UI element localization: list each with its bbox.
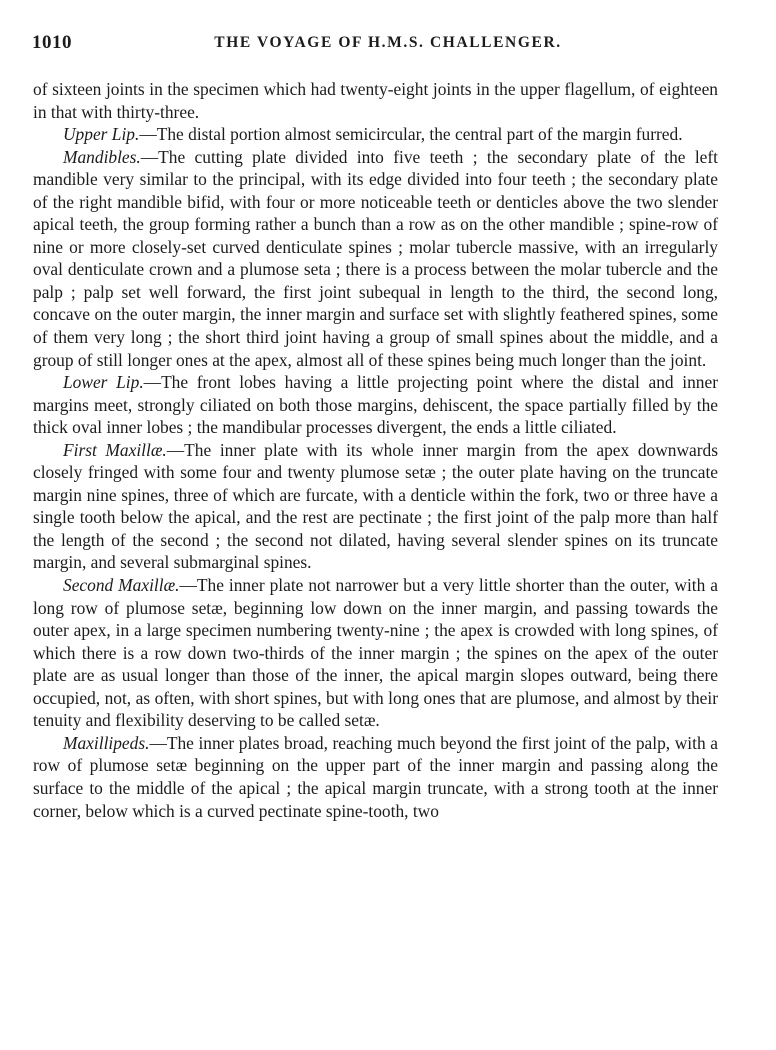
paragraph-upper-lip bbox=[33, 123, 718, 146]
paragraph-text: —The inner plates broad, reaching much beyond the first joint of the palp, with a row of plumose setæ beginning on the upper part of the inner margin and passing along the surface to the middle of the apical ; the apical margin truncate, with a strong tooth at the inner corner, below which is a curved pectinate spine-tooth, two bbox=[33, 732, 718, 821]
page-number: 1010 bbox=[32, 32, 72, 53]
paragraph-text: —The inner plate with its whole inner margin from the apex downwards closely fringed with some four and twenty plumose setæ ; the outer plate having on the truncate margin nine spines, three of which are furcate, with a denticle within the fork, two or three have a single tooth below the apical, and the rest are pectinate ; the first joint of the palp more than half the length of the second ; the second not dilated, having several slender spines on its truncate margin, and several submarginal spines. bbox=[33, 439, 718, 573]
paragraph-lower-lip bbox=[33, 371, 718, 439]
paragraph-text: —The inner plate not narrower but a very little shorter than the outer, with a long row of plumose setæ, beginning low down on the inner margin, and passing towards the outer apex, in a large specimen numbering twenty-nine ; the apex is crowded with long spines, of which there is a row down two-thirds of the inner margin ; the spines on the apex of the outer plate are as usual longer than those of the inner, the apical margin slopes outward, being there occupied, not, as often, with short spines, but with long ones that are plumose, and almost by their tenuity and flexibility deserving to be called setæ. bbox=[33, 575, 718, 731]
paragraph-text: —The front lobes having a little projecting point where the distal and inner margins meet, strongly ciliated on both those margins, dehiscent, the space partially filled by the thick oval inner lobes ; the mandibular processes divergent, the ends a little ciliated. bbox=[33, 372, 718, 438]
running-title: THE VOYAGE OF H.M.S. CHALLENGER. bbox=[214, 34, 562, 51]
section-heading: Second Maxillæ. bbox=[63, 575, 180, 596]
paragraph-first-maxillae bbox=[33, 439, 718, 574]
paragraph-second-maxillae bbox=[33, 574, 718, 732]
paragraph-text: —The cutting plate divided into five teeth ; the secondary plate of the left mandible very similar to the principal, with its edge divided into four teeth ; the secondary plate of the right mandible bifid, with four or more noticeable teeth or denticles above the two slender apical teeth, the group forming rather a bunch than a row as on the other mandible ; spine-row of nine or more closely-set curved denticulate spines ; molar tubercle massive, with an irregularly oval denticulate crown and a plumose seta ; there is a process between the molar tubercle and the palp ; palp set well forward, the first joint subequal in length to the third, the second long, concave on the outer margin, the inner margin and surface set with slightly feathered spines, some of them very long ; the short third joint having a group of small spines about the middle, and a group of still longer ones at the apex, almost all of these spines being much longer than the joint. bbox=[33, 146, 718, 370]
section-heading: First Maxillæ. bbox=[63, 439, 167, 460]
section-heading: Upper Lip. bbox=[63, 124, 140, 145]
paragraph-text: —The distal portion almost semicircular, the central part of the margin furred. bbox=[139, 124, 683, 145]
paragraph-mandibles bbox=[33, 146, 718, 371]
section-heading: Lower Lip. bbox=[63, 372, 144, 393]
paragraph-continuation bbox=[33, 78, 718, 123]
body-text bbox=[33, 78, 718, 822]
section-heading: Maxillipeds. bbox=[63, 732, 150, 753]
paragraph-maxillipeds bbox=[33, 732, 718, 822]
page-header bbox=[32, 32, 744, 58]
section-heading: Mandibles. bbox=[63, 146, 141, 167]
paragraph-text: of sixteen joints in the specimen which had twenty-eight joints in the upper flagellum, of eighteen in that with thirty-three. bbox=[33, 79, 718, 122]
